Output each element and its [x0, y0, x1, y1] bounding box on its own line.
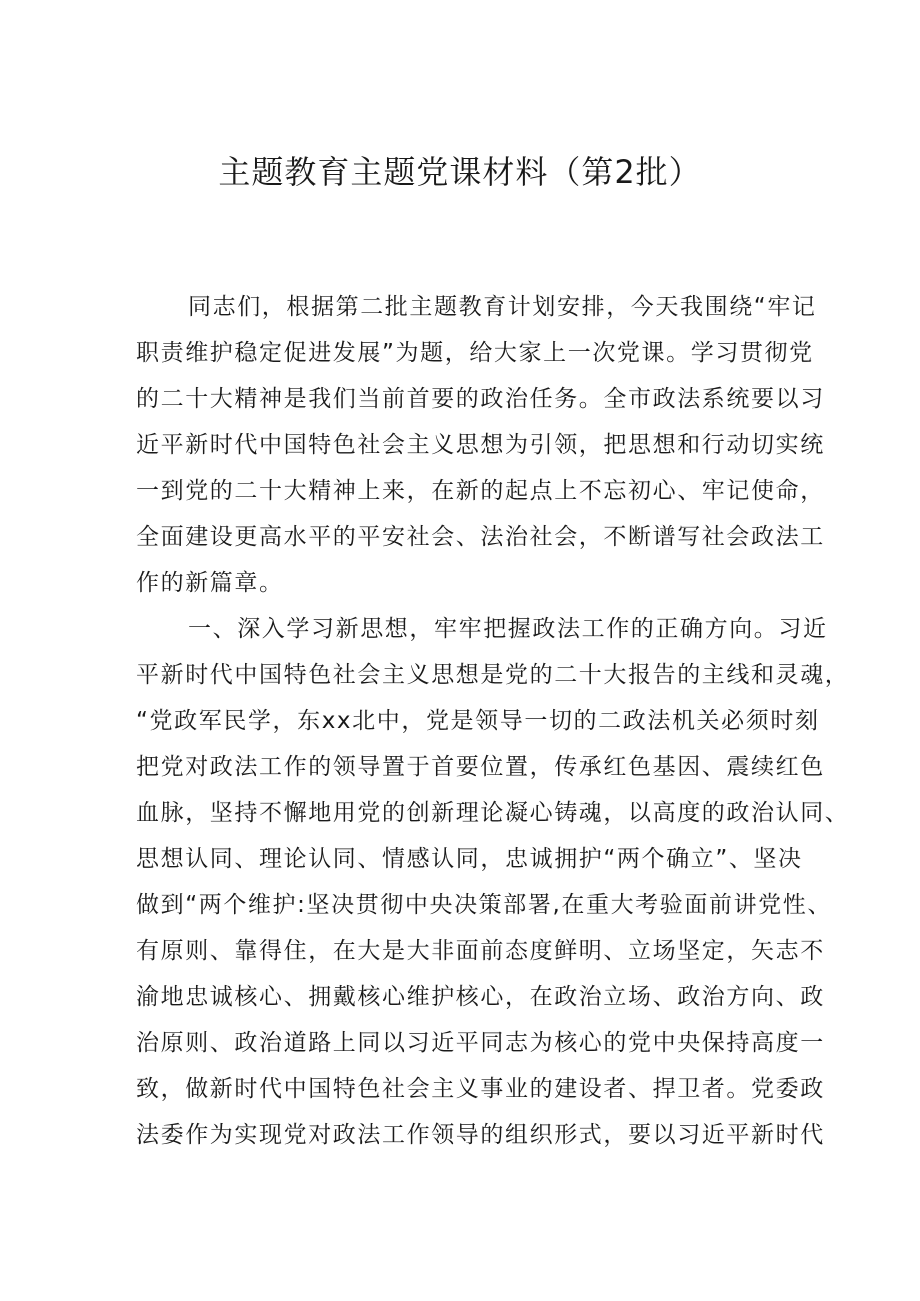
paragraph-line: 治原则、政治道路上同以习近平同志为核心的党中央保持高度一	[136, 1030, 825, 1056]
paragraph-line: 做到“两个维护:坚决贯彻中央决策部署,在重大考验面前讲党性、	[136, 892, 832, 918]
paragraph-line: 同志们，根据第二批主题教育计划安排，今天我围绕“牢记	[188, 294, 817, 320]
paragraph-line: 全面建设更高水平的平安社会、法治社会，不断谱写社会政法工	[136, 524, 825, 550]
paragraph-line: 职责维护稳定促进发展”为题，给大家上一次党课。学习贯彻党	[136, 340, 814, 366]
paragraph-line: 近平新时代中国特色社会主义思想为引领，把思想和行动切实统	[136, 432, 825, 458]
paragraph-line: 致，做新时代中国特色社会主义事业的建设者、捍卫者。党委政	[136, 1076, 825, 1102]
document-title: 主题教育主题党课材料（第2批）	[218, 153, 702, 191]
paragraph-line: 有原则、靠得住，在大是大非面前态度鲜明、立场坚定，矢志不	[136, 938, 825, 964]
paragraph-line: 一到党的二十大精神上来，在新的起点上不忘初心、牢记使命，	[136, 478, 825, 504]
paragraph-line: 把党对政法工作的领导置于首要位置，传承红色基因、震续红色	[136, 754, 825, 780]
paragraph-line: 平新时代中国特色社会主义思想是党的二十大报告的主线和灵魂，	[136, 662, 850, 688]
paragraph-line: 渝地忠诚核心、拥戴核心维护核心，在政治立场、政治方向、政	[136, 984, 825, 1010]
paragraph-line: 法委作为实现党对政法工作领导的组织形式，要以习近平新时代	[136, 1122, 825, 1148]
paragraph-line: 思想认同、理论认同、情感认同，忠诚拥护“两个确立”、坚决	[136, 846, 803, 872]
paragraph-line: “党政军民学，东xx北中，党是领导一切的二政法机关必须时刻	[136, 708, 820, 734]
paragraph-line: 血脉，坚持不懈地用党的创新理论凝心铸魂，以高度的政治认同、	[136, 800, 850, 826]
paragraph-line: 的二十大精神是我们当前首要的政治任务。全市政法系统要以习	[136, 386, 825, 412]
paragraph-line: 一、深入学习新思想，牢牢把握政法工作的正确方向。习近	[188, 616, 828, 642]
paragraph-line: 作的新篇章。	[136, 570, 284, 596]
